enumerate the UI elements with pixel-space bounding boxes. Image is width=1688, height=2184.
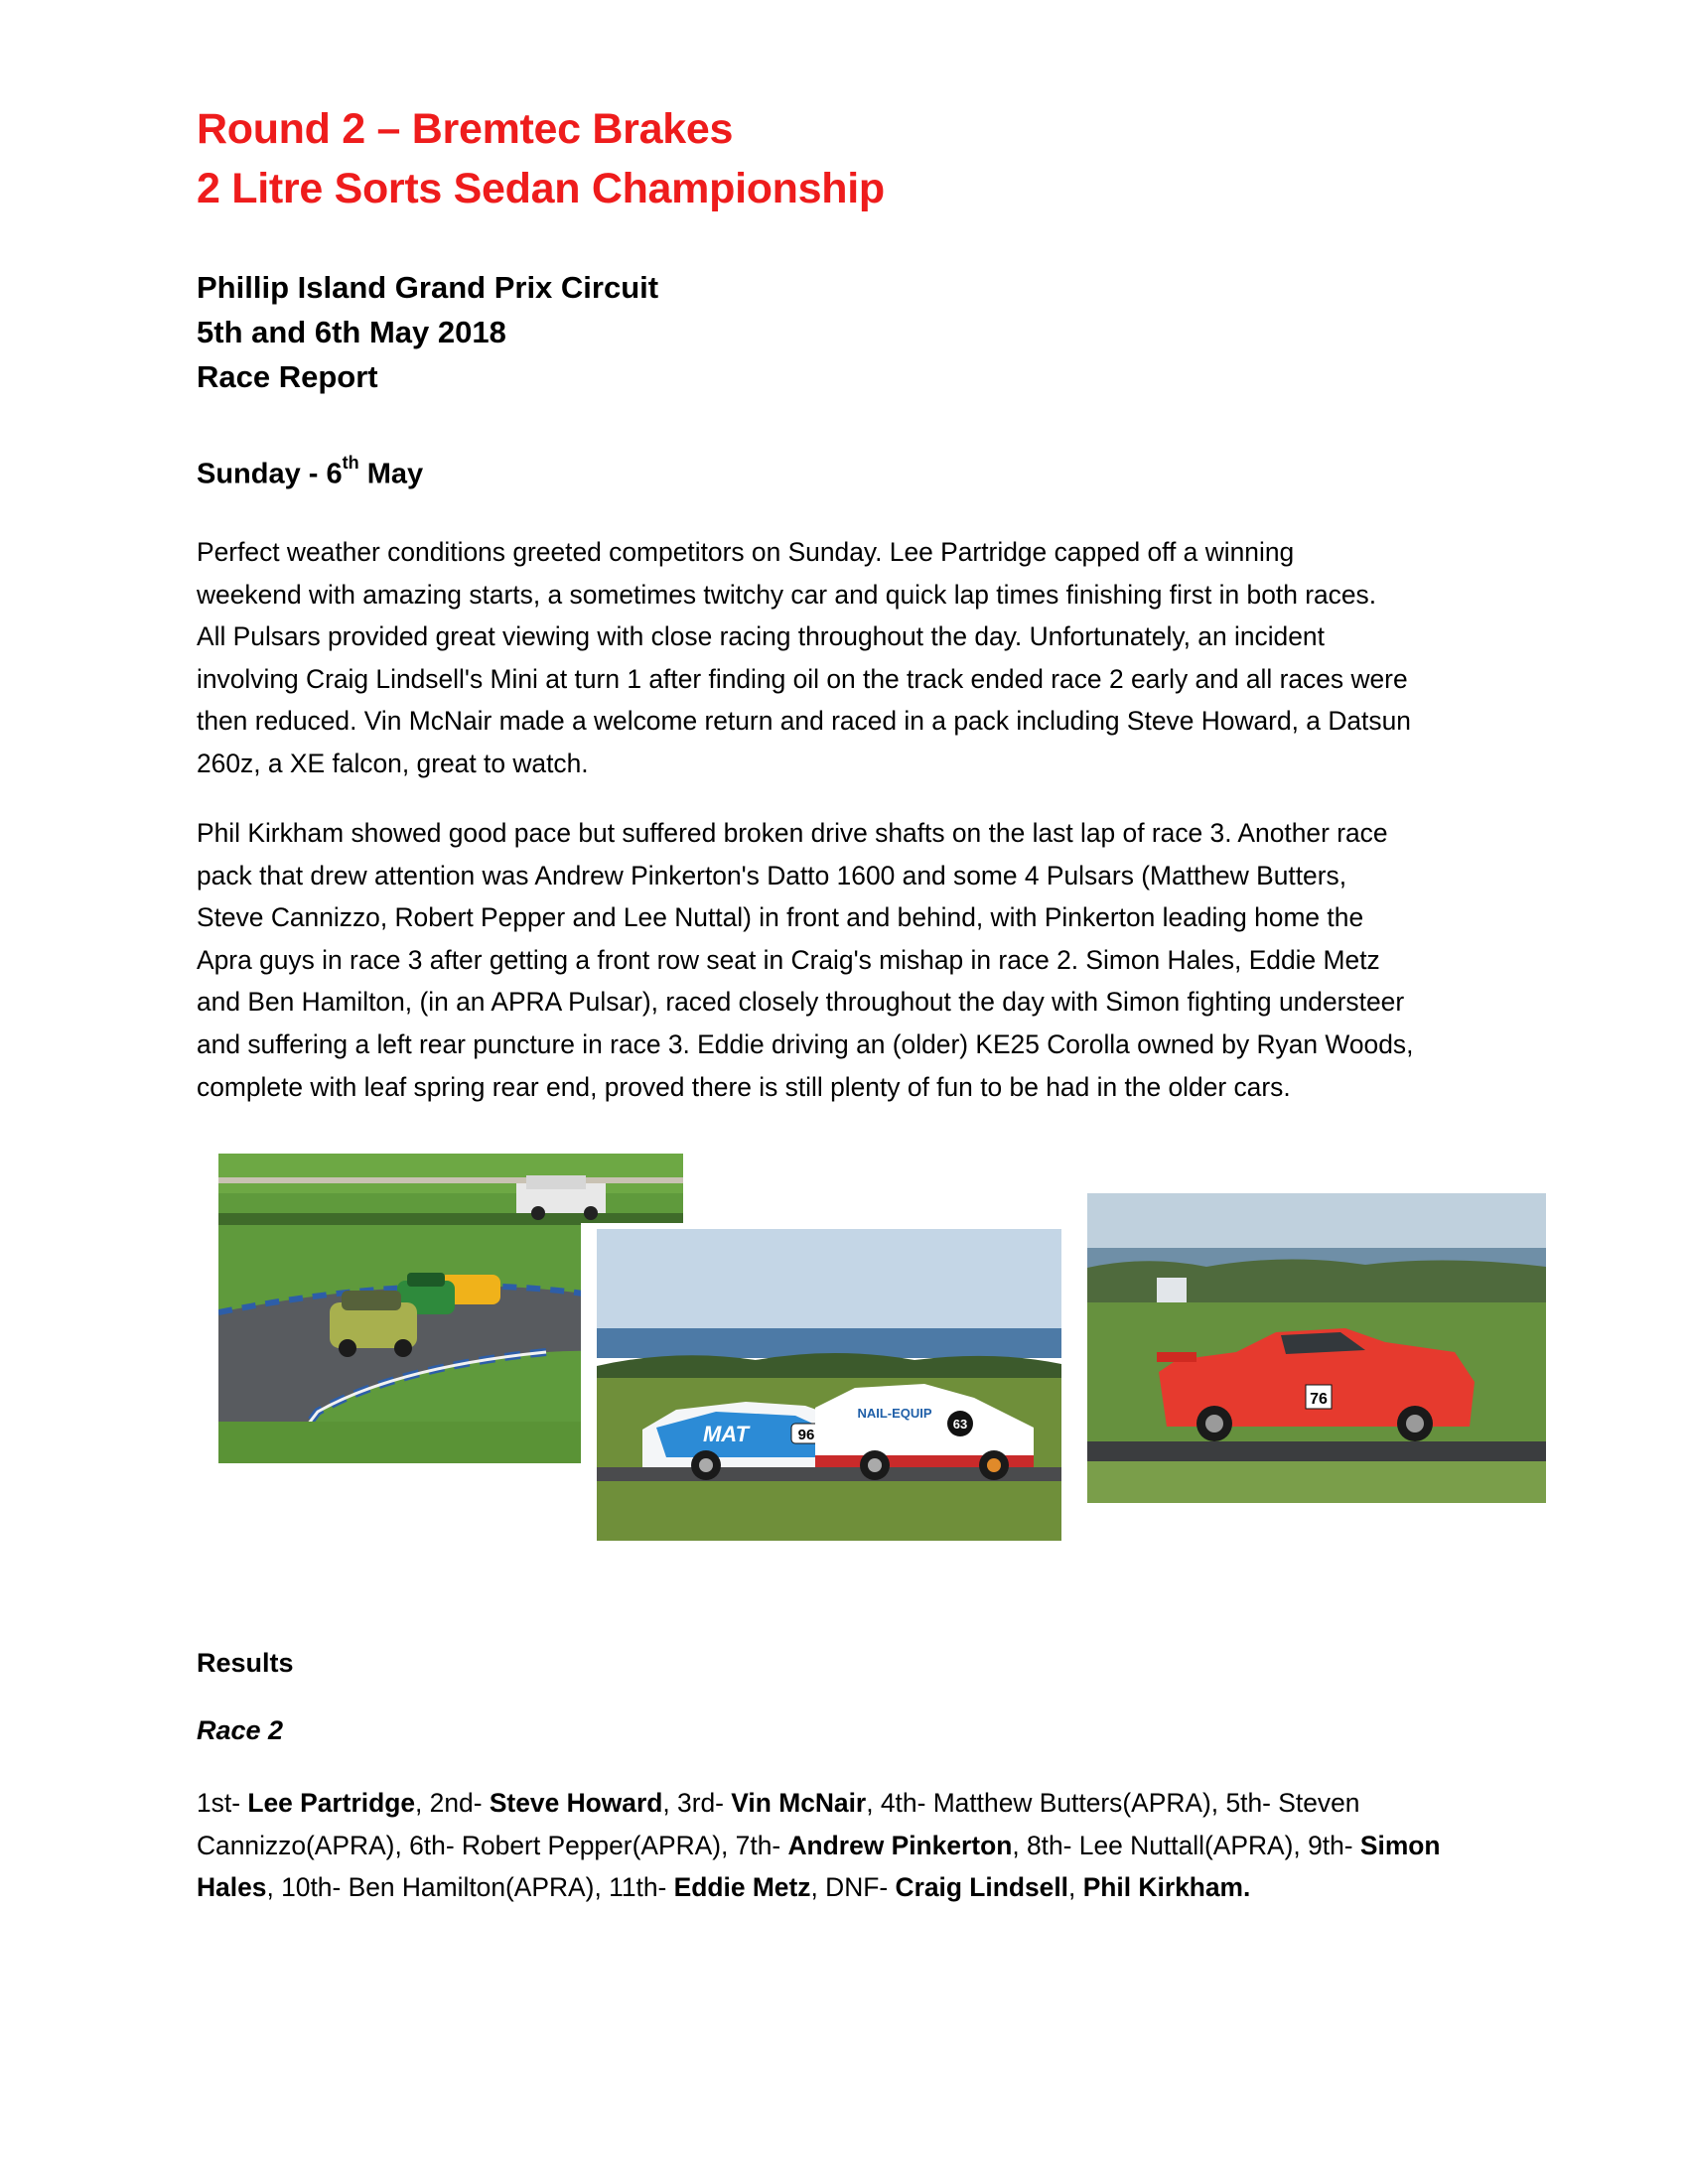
paragraph-2-line: Apra guys in race 3 after getting a front row seat in Craig's mishap in race 2. Simon Hales, Eddie Metz (197, 944, 1380, 975)
paragraph-1-line: 260z, a XE falcon, great to watch. (197, 748, 589, 778)
race-2-heading: Race 2 (197, 1715, 284, 1745)
report-heading: Race Report (197, 359, 378, 394)
result-text: , DNF- (810, 1872, 896, 1903)
result-driver: Andrew Pinkerton (787, 1830, 1013, 1860)
result-text: 1st- (197, 1788, 248, 1818)
paragraph-2-line: Steve Cannizzo, Robert Pepper and Lee Nuttal) in front and behind, with Pinkerton leading home the (197, 902, 1364, 933)
paragraph-2 (197, 812, 1507, 1108)
result-text: , 4th- Matthew Butters(APRA), 5th- Steven Cannizzo(APRA), 6th- Robert Pepper(APRA), 7th- (197, 1788, 1360, 1860)
race-photo-pair (581, 1223, 1067, 1547)
paragraph-1-line: weekend with amazing starts, a sometimes twitchy car and quick lap times finishing first in both races. (197, 579, 1377, 610)
result-driver: Simon Hales (197, 1830, 1441, 1903)
result-driver: Phil Kirkham. (1082, 1872, 1251, 1903)
paragraph-1-line: Perfect weather conditions greeted competitors on Sunday. Lee Partridge capped off a winning (197, 537, 1295, 567)
result-text: , 2nd- (415, 1788, 490, 1818)
photo-sponsor-mat: MAT (702, 1422, 750, 1446)
result-driver: Craig Lindsell (895, 1872, 1069, 1903)
race-photo-pair-image (597, 1229, 1061, 1541)
day-heading (197, 453, 424, 491)
day-suffix: th (342, 453, 359, 473)
day-month: May (358, 458, 424, 490)
paragraph-1 (197, 531, 1507, 785)
paragraph-1-line: then reduced. Vin McNair made a welcome return and raced in a pack including Steve Howard, a Datsun (197, 706, 1411, 737)
photo-car-number-76: 76 (1310, 1391, 1328, 1408)
paragraph-2-line: pack that drew attention was Andrew Pinkerton's Datto 1600 and some 4 Pulsars (Matthew Butters, (197, 860, 1347, 890)
photo-car-number-63: 63 (952, 1417, 968, 1432)
result-driver: Steve Howard (489, 1788, 663, 1818)
result-text: , 10th- Ben Hamilton(APRA), 11th- (266, 1872, 674, 1903)
results-heading: Results (197, 1648, 294, 1678)
result-text: , (1068, 1872, 1083, 1903)
paragraph-2-line: and suffering a left rear puncture in race 3. Eddie driving an (older) KE25 Corolla owned by Ryan Woods, (197, 1028, 1414, 1059)
result-text: , 3rd- (662, 1788, 732, 1818)
venue-heading: Phillip Island Grand Prix Circuit (197, 270, 659, 305)
title-line-2: 2 Litre Sorts Sedan Championship (197, 165, 885, 212)
photo-car-number-96: 96 (797, 1427, 815, 1443)
paragraph-2-line: complete with leaf spring rear end, proved there is still plenty of fun to be had in the older cars. (197, 1071, 1291, 1102)
race-photo-red-car-image (1087, 1193, 1546, 1503)
result-text: , 8th- Lee Nuttall(APRA), 9th- (1012, 1830, 1360, 1860)
result-driver: Lee Partridge (247, 1788, 415, 1818)
paragraph-1-line: All Pulsars provided great viewing with close racing throughout the day. Unfortunately, an incident (197, 621, 1325, 652)
paragraph-2-line: Phil Kirkham showed good pace but suffered broken drive shafts on the last lap of race 3. Another race (197, 818, 1388, 848)
paragraph-2-line: and Ben Hamilton, (in an APRA Pulsar), raced closely throughout the day with Simon fighting understeer (197, 987, 1405, 1018)
race-photo-red-car (1087, 1193, 1546, 1503)
day-prefix: Sunday - 6 (197, 458, 343, 490)
paragraph-1-line: involving Craig Lindsell's Mini at turn 1 after finding oil on the track ended race 2 early and all races were (197, 663, 1408, 694)
result-driver: Eddie Metz (673, 1872, 811, 1903)
result-driver: Vin McNair (731, 1788, 867, 1818)
dates-heading: 5th and 6th May 2018 (197, 315, 506, 349)
title-line-1: Round 2 – Bremtec Brakes (197, 105, 734, 153)
photo-sponsor-nail-equip: NAIL-EQUIP (857, 1406, 932, 1421)
race-2-results (197, 1782, 1507, 1909)
